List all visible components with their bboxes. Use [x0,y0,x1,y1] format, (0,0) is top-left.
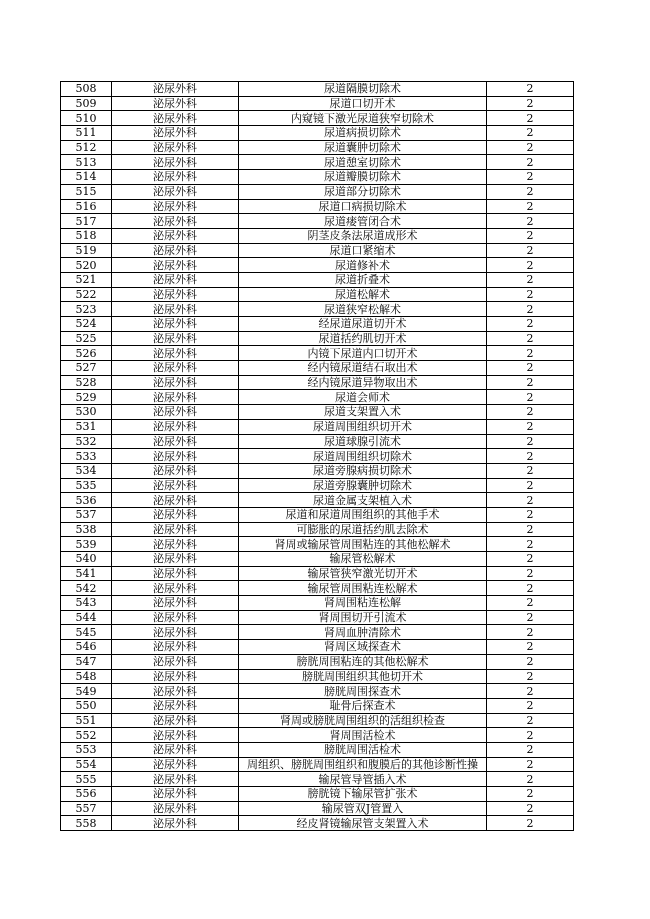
department-cell: 泌尿外科 [112,698,239,713]
value-cell: 2 [487,243,574,258]
value-cell: 2 [487,258,574,273]
value-cell: 2 [487,302,574,317]
department-cell: 泌尿外科 [112,493,239,508]
table-row [61,405,574,420]
value-cell: 2 [487,522,574,537]
department-cell: 泌尿外科 [112,449,239,464]
table-row [61,463,574,478]
procedure-name-cell: 肾周或膀胱周围组织的活组织检查 [239,713,487,728]
row-number-cell: 541 [61,566,112,581]
table-row [61,361,574,376]
department-cell: 泌尿外科 [112,772,239,787]
department-cell: 泌尿外科 [112,757,239,772]
procedure-name-cell: 尿道球腺引流术 [239,434,487,449]
department-cell: 泌尿外科 [112,581,239,596]
procedure-name-cell: 尿道括约肌切开术 [239,331,487,346]
row-number-cell: 537 [61,507,112,522]
procedure-name-cell: 尿道支架置入术 [239,405,487,420]
row-number-cell: 511 [61,126,112,141]
value-cell: 2 [487,419,574,434]
table-row [61,478,574,493]
table-row [61,507,574,522]
value-cell: 2 [487,82,574,97]
department-cell: 泌尿外科 [112,419,239,434]
procedure-name-cell: 输尿管狭窄激光切开术 [239,566,487,581]
row-number-cell: 545 [61,625,112,640]
row-number-cell: 508 [61,82,112,97]
row-number-cell: 527 [61,361,112,376]
row-number-cell: 533 [61,449,112,464]
value-cell: 2 [487,596,574,611]
row-number-cell: 557 [61,801,112,816]
table-row [61,698,574,713]
table-row [61,669,574,684]
table-row [61,449,574,464]
procedure-name-cell: 膀胱周围组织其他切开术 [239,669,487,684]
procedure-name-cell: 经尿道尿道切开术 [239,317,487,332]
procedure-name-cell: 尿道口紧缩术 [239,243,487,258]
department-cell: 泌尿外科 [112,346,239,361]
department-cell: 泌尿外科 [112,537,239,552]
table-row [61,713,574,728]
procedure-name-cell: 尿道憩室切除术 [239,155,487,170]
value-cell: 2 [487,199,574,214]
procedure-name-cell: 尿道周围组织切开术 [239,419,487,434]
table-row [61,625,574,640]
department-cell: 泌尿外科 [112,331,239,346]
value-cell: 2 [487,478,574,493]
department-cell: 泌尿外科 [112,654,239,669]
table-row [61,610,574,625]
department-cell: 泌尿外科 [112,507,239,522]
value-cell: 2 [487,566,574,581]
value-cell: 2 [487,96,574,111]
department-cell: 泌尿外科 [112,669,239,684]
value-cell: 2 [487,581,574,596]
row-number-cell: 520 [61,258,112,273]
department-cell: 泌尿外科 [112,375,239,390]
table-row [61,375,574,390]
procedure-name-cell: 输尿管周围粘连松解术 [239,581,487,596]
table-row [61,581,574,596]
department-cell: 泌尿外科 [112,243,239,258]
row-number-cell: 555 [61,772,112,787]
table-row [61,801,574,816]
row-number-cell: 519 [61,243,112,258]
department-cell: 泌尿外科 [112,434,239,449]
procedure-name-cell: 尿道金属支架植入术 [239,493,487,508]
value-cell: 2 [487,317,574,332]
row-number-cell: 543 [61,596,112,611]
value-cell: 2 [487,552,574,567]
department-cell: 泌尿外科 [112,610,239,625]
procedure-name-cell: 输尿管双J管置入 [239,801,487,816]
procedure-name-cell: 尿道瘘管闭合术 [239,214,487,229]
row-number-cell: 512 [61,140,112,155]
department-cell: 泌尿外科 [112,272,239,287]
table-row [61,390,574,405]
row-number-cell: 554 [61,757,112,772]
row-number-cell: 549 [61,684,112,699]
row-number-cell: 552 [61,728,112,743]
row-number-cell: 540 [61,552,112,567]
department-cell: 泌尿外科 [112,82,239,97]
value-cell: 2 [487,610,574,625]
department-cell: 泌尿外科 [112,552,239,567]
row-number-cell: 524 [61,317,112,332]
department-cell: 泌尿外科 [112,258,239,273]
table-row [61,126,574,141]
procedure-name-cell: 周组织、膀胱周围组织和腹膜后的其他诊断性操 [239,757,487,772]
procedure-table-body [61,82,574,831]
table-row [61,258,574,273]
row-number-cell: 546 [61,640,112,655]
table-row [61,596,574,611]
row-number-cell: 538 [61,522,112,537]
row-number-cell: 528 [61,375,112,390]
procedure-name-cell: 尿道旁腺囊肿切除术 [239,478,487,493]
department-cell: 泌尿外科 [112,816,239,831]
table-row [61,728,574,743]
value-cell: 2 [487,742,574,757]
value-cell: 2 [487,669,574,684]
table-row [61,552,574,567]
table-row [61,170,574,185]
procedure-name-cell: 膀胱周围粘连的其他松解术 [239,654,487,669]
table-row [61,816,574,831]
department-cell: 泌尿外科 [112,111,239,126]
row-number-cell: 514 [61,170,112,185]
procedure-name-cell: 尿道隔膜切除术 [239,82,487,97]
table-row [61,566,574,581]
table-row [61,787,574,802]
table-row [61,654,574,669]
department-cell: 泌尿外科 [112,463,239,478]
procedure-name-cell: 尿道周围组织切除术 [239,449,487,464]
table-row [61,184,574,199]
procedure-name-cell: 尿道修补术 [239,258,487,273]
department-cell: 泌尿外科 [112,287,239,302]
row-number-cell: 515 [61,184,112,199]
procedure-name-cell: 尿道狭窄松解术 [239,302,487,317]
table-row [61,214,574,229]
row-number-cell: 531 [61,419,112,434]
procedure-name-cell: 输尿管松解术 [239,552,487,567]
value-cell: 2 [487,155,574,170]
value-cell: 2 [487,713,574,728]
table-row [61,228,574,243]
procedure-name-cell: 尿道松解术 [239,287,487,302]
value-cell: 2 [487,463,574,478]
table-row [61,111,574,126]
procedure-name-cell: 肾周或输尿管周围粘连的其他松解术 [239,537,487,552]
table-row [61,82,574,97]
table-row [61,199,574,214]
department-cell: 泌尿外科 [112,302,239,317]
row-number-cell: 534 [61,463,112,478]
procedure-name-cell: 尿道口切开术 [239,96,487,111]
procedure-name-cell: 尿道病损切除术 [239,126,487,141]
department-cell: 泌尿外科 [112,184,239,199]
procedure-name-cell: 经皮肾镜输尿管支架置入术 [239,816,487,831]
procedure-name-cell: 内镜下尿道内口切开术 [239,346,487,361]
value-cell: 2 [487,698,574,713]
row-number-cell: 513 [61,155,112,170]
department-cell: 泌尿外科 [112,742,239,757]
department-cell: 泌尿外科 [112,625,239,640]
value-cell: 2 [487,272,574,287]
row-number-cell: 532 [61,434,112,449]
table-row [61,331,574,346]
value-cell: 2 [487,640,574,655]
value-cell: 2 [487,801,574,816]
procedure-table [60,81,574,831]
row-number-cell: 521 [61,272,112,287]
value-cell: 2 [487,331,574,346]
procedure-name-cell: 尿道囊肿切除术 [239,140,487,155]
procedure-name-cell: 输尿管导管插入术 [239,772,487,787]
procedure-name-cell: 经内镜尿道结石取出术 [239,361,487,376]
procedure-name-cell: 尿道会师术 [239,390,487,405]
table-row [61,522,574,537]
value-cell: 2 [487,434,574,449]
row-number-cell: 536 [61,493,112,508]
row-number-cell: 516 [61,199,112,214]
table-row [61,96,574,111]
table-row [61,684,574,699]
procedure-name-cell: 阴茎皮条法尿道成形术 [239,228,487,243]
procedure-name-cell: 肾周围活检术 [239,728,487,743]
row-number-cell: 525 [61,331,112,346]
table-row [61,155,574,170]
procedure-name-cell: 肾周围粘连松解 [239,596,487,611]
procedure-name-cell: 内窥镜下激光尿道狭窄切除术 [239,111,487,126]
procedure-name-cell: 尿道折叠术 [239,272,487,287]
department-cell: 泌尿外科 [112,126,239,141]
value-cell: 2 [487,287,574,302]
value-cell: 2 [487,228,574,243]
row-number-cell: 544 [61,610,112,625]
department-cell: 泌尿外科 [112,405,239,420]
department-cell: 泌尿外科 [112,228,239,243]
value-cell: 2 [487,816,574,831]
department-cell: 泌尿外科 [112,361,239,376]
table-row [61,346,574,361]
value-cell: 2 [487,507,574,522]
table-row [61,757,574,772]
value-cell: 2 [487,728,574,743]
row-number-cell: 556 [61,787,112,802]
department-cell: 泌尿外科 [112,728,239,743]
value-cell: 2 [487,111,574,126]
value-cell: 2 [487,684,574,699]
procedure-name-cell: 尿道和尿道周围组织的其他手术 [239,507,487,522]
value-cell: 2 [487,390,574,405]
procedure-name-cell: 尿道旁腺病损切除术 [239,463,487,478]
department-cell: 泌尿外科 [112,170,239,185]
value-cell: 2 [487,346,574,361]
row-number-cell: 522 [61,287,112,302]
procedure-name-cell: 尿道口病损切除术 [239,199,487,214]
table-row [61,317,574,332]
procedure-name-cell: 可膨胀的尿道括约肌去除术 [239,522,487,537]
department-cell: 泌尿外科 [112,713,239,728]
procedure-name-cell: 膀胱镜下输尿管扩张术 [239,787,487,802]
department-cell: 泌尿外科 [112,640,239,655]
department-cell: 泌尿外科 [112,214,239,229]
value-cell: 2 [487,493,574,508]
table-row [61,772,574,787]
row-number-cell: 535 [61,478,112,493]
department-cell: 泌尿外科 [112,684,239,699]
row-number-cell: 509 [61,96,112,111]
row-number-cell: 553 [61,742,112,757]
table-row [61,243,574,258]
procedure-name-cell: 耻骨后探查术 [239,698,487,713]
row-number-cell: 529 [61,390,112,405]
value-cell: 2 [487,126,574,141]
value-cell: 2 [487,654,574,669]
table-row [61,419,574,434]
department-cell: 泌尿外科 [112,390,239,405]
table-row [61,742,574,757]
department-cell: 泌尿外科 [112,155,239,170]
table-row [61,537,574,552]
row-number-cell: 530 [61,405,112,420]
table-row [61,434,574,449]
value-cell: 2 [487,772,574,787]
department-cell: 泌尿外科 [112,140,239,155]
department-cell: 泌尿外科 [112,96,239,111]
value-cell: 2 [487,140,574,155]
procedure-name-cell: 尿道部分切除术 [239,184,487,199]
procedure-name-cell: 经内镜尿道异物取出术 [239,375,487,390]
procedure-name-cell: 肾周区域探查术 [239,640,487,655]
row-number-cell: 526 [61,346,112,361]
value-cell: 2 [487,787,574,802]
table-row [61,493,574,508]
department-cell: 泌尿外科 [112,199,239,214]
row-number-cell: 551 [61,713,112,728]
table-row [61,272,574,287]
department-cell: 泌尿外科 [112,566,239,581]
value-cell: 2 [487,170,574,185]
table-row [61,640,574,655]
row-number-cell: 518 [61,228,112,243]
procedure-name-cell: 膀胱周围活检术 [239,742,487,757]
value-cell: 2 [487,361,574,376]
department-cell: 泌尿外科 [112,522,239,537]
procedure-name-cell: 肾周围切开引流术 [239,610,487,625]
value-cell: 2 [487,537,574,552]
procedure-name-cell: 膀胱周围探查术 [239,684,487,699]
value-cell: 2 [487,405,574,420]
row-number-cell: 517 [61,214,112,229]
row-number-cell: 550 [61,698,112,713]
row-number-cell: 510 [61,111,112,126]
row-number-cell: 539 [61,537,112,552]
value-cell: 2 [487,184,574,199]
procedure-name-cell: 尿道瓣膜切除术 [239,170,487,185]
department-cell: 泌尿外科 [112,801,239,816]
row-number-cell: 542 [61,581,112,596]
value-cell: 2 [487,375,574,390]
row-number-cell: 548 [61,669,112,684]
row-number-cell: 523 [61,302,112,317]
table-row [61,287,574,302]
table-row [61,302,574,317]
value-cell: 2 [487,449,574,464]
department-cell: 泌尿外科 [112,317,239,332]
value-cell: 2 [487,214,574,229]
department-cell: 泌尿外科 [112,787,239,802]
value-cell: 2 [487,625,574,640]
department-cell: 泌尿外科 [112,596,239,611]
row-number-cell: 558 [61,816,112,831]
value-cell: 2 [487,757,574,772]
row-number-cell: 547 [61,654,112,669]
table-row [61,140,574,155]
department-cell: 泌尿外科 [112,478,239,493]
procedure-name-cell: 肾周血肿清除术 [239,625,487,640]
